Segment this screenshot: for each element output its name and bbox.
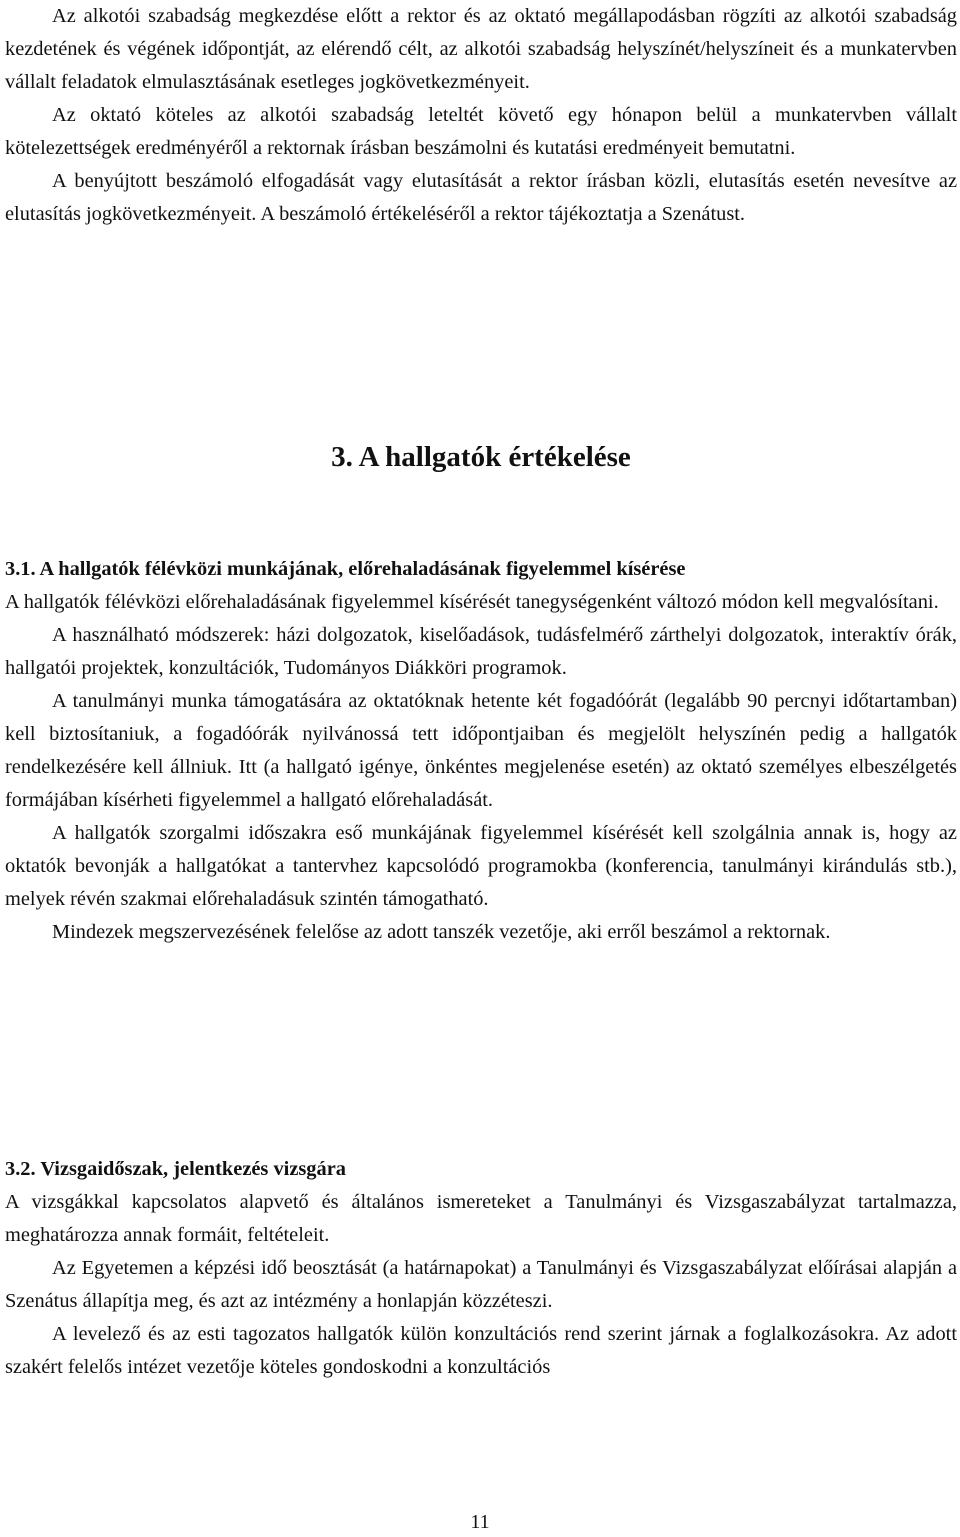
paragraph: A tanulmányi munka támogatására az oktatóknak hetente két fogadóórát (legalább 90 percnyi időtartamban) kell biztosítaniuk, a fogadóórák nyilvánossá tett időpontjaiban és megjelölt helyszínén pedig a hallgatók rendelkezésére kell állniuk. Itt (a hallgató igénye, önkéntes megjelenése esetén) az oktató személyes elbeszélgetés formájában kísérheti figyelemmel a hallgató előrehaladását. (5, 690, 957, 811)
paragraph: A benyújtott beszámoló elfogadását vagy elutasítását a rektor írásban közli, elutasítás esetén nevesítve az elutasítás jogkövetkezményeit. A beszámoló értékeléséről a rektor tájékoztatja a Szenátust. (5, 170, 957, 225)
intro-section (5, 0, 957, 231)
section-3-2 (5, 1153, 957, 1384)
paragraph: Az oktató köteles az alkotói szabadság leteltét követő egy hónapon belül a munkatervben vállalt kötelezettségek eredményéről a rektornak írásban beszámolni és kutatási eredményeit bemutatni. (5, 104, 957, 159)
paragraph: A használható módszerek: házi dolgozatok, kiselőadások, tudásfelmérő zárthelyi dolgozatok, interaktív órák, hallgatói projektek, konzultációk, Tudományos Diákköri programok. (5, 624, 957, 679)
paragraph: A vizsgákkal kapcsolatos alapvető és általános ismereteket a Tanulmányi és Vizsgaszabályzat tartalmazza, meghatározza annak formáit, feltételeit. (5, 1191, 957, 1246)
paragraph: Az alkotói szabadság megkezdése előtt a rektor és az oktató megállapodásban rögzíti az alkotói szabadság kezdetének és végének időpontját, az elérendő célt, az alkotói szabadság helyszínét/helyszíneit és a munkatervben vállalt feladatok elmulasztásának esetleges jogkövetkezményeit. (5, 5, 957, 93)
paragraph: Az Egyetemen a képzési idő beosztását (a határnapokat) a Tanulmányi és Vizsgaszabályzat előírásai alapján a Szenátus állapítja meg, és azt az intézmény a honlapján közzéteszi. (5, 1257, 957, 1312)
page-number: 11 (470, 1511, 490, 1533)
paragraph: Mindezek megszervezésének felelőse az adott tanszék vezetője, aki erről beszámol a rektornak. (52, 921, 831, 943)
paragraph: A hallgatók szorgalmi időszakra eső munkájának figyelemmel kísérését kell szolgálnia annak is, hogy az oktatók bevonják a hallgatókat a tantervhez kapcsolódó programokba (konferencia, tanulmányi kirándulás stb.), melyek révén szakmai előrehaladásuk szintén támogatható. (5, 822, 957, 910)
section-heading: 3.1. A hallgatók félévközi munkájának, előrehaladásának figyelemmel kísérése (5, 558, 686, 580)
paragraph: A hallgatók félévközi előrehaladásának figyelemmel kísérését tanegységenként változó módon kell megvalósítani. (5, 591, 939, 613)
section-3-1 (5, 553, 957, 949)
section-heading: 3.2. Vizsgaidőszak, jelentkezés vizsgára (5, 1158, 346, 1180)
paragraph: A levelező és az esti tagozatos hallgatók külön konzultációs rend szerint járnak a foglalkozásokra. Az adott szakért felelős intézet vezetője köteles gondoskodni a konzultációs (5, 1323, 957, 1378)
chapter-title: 3. A hallgatók értékelése (331, 441, 631, 473)
